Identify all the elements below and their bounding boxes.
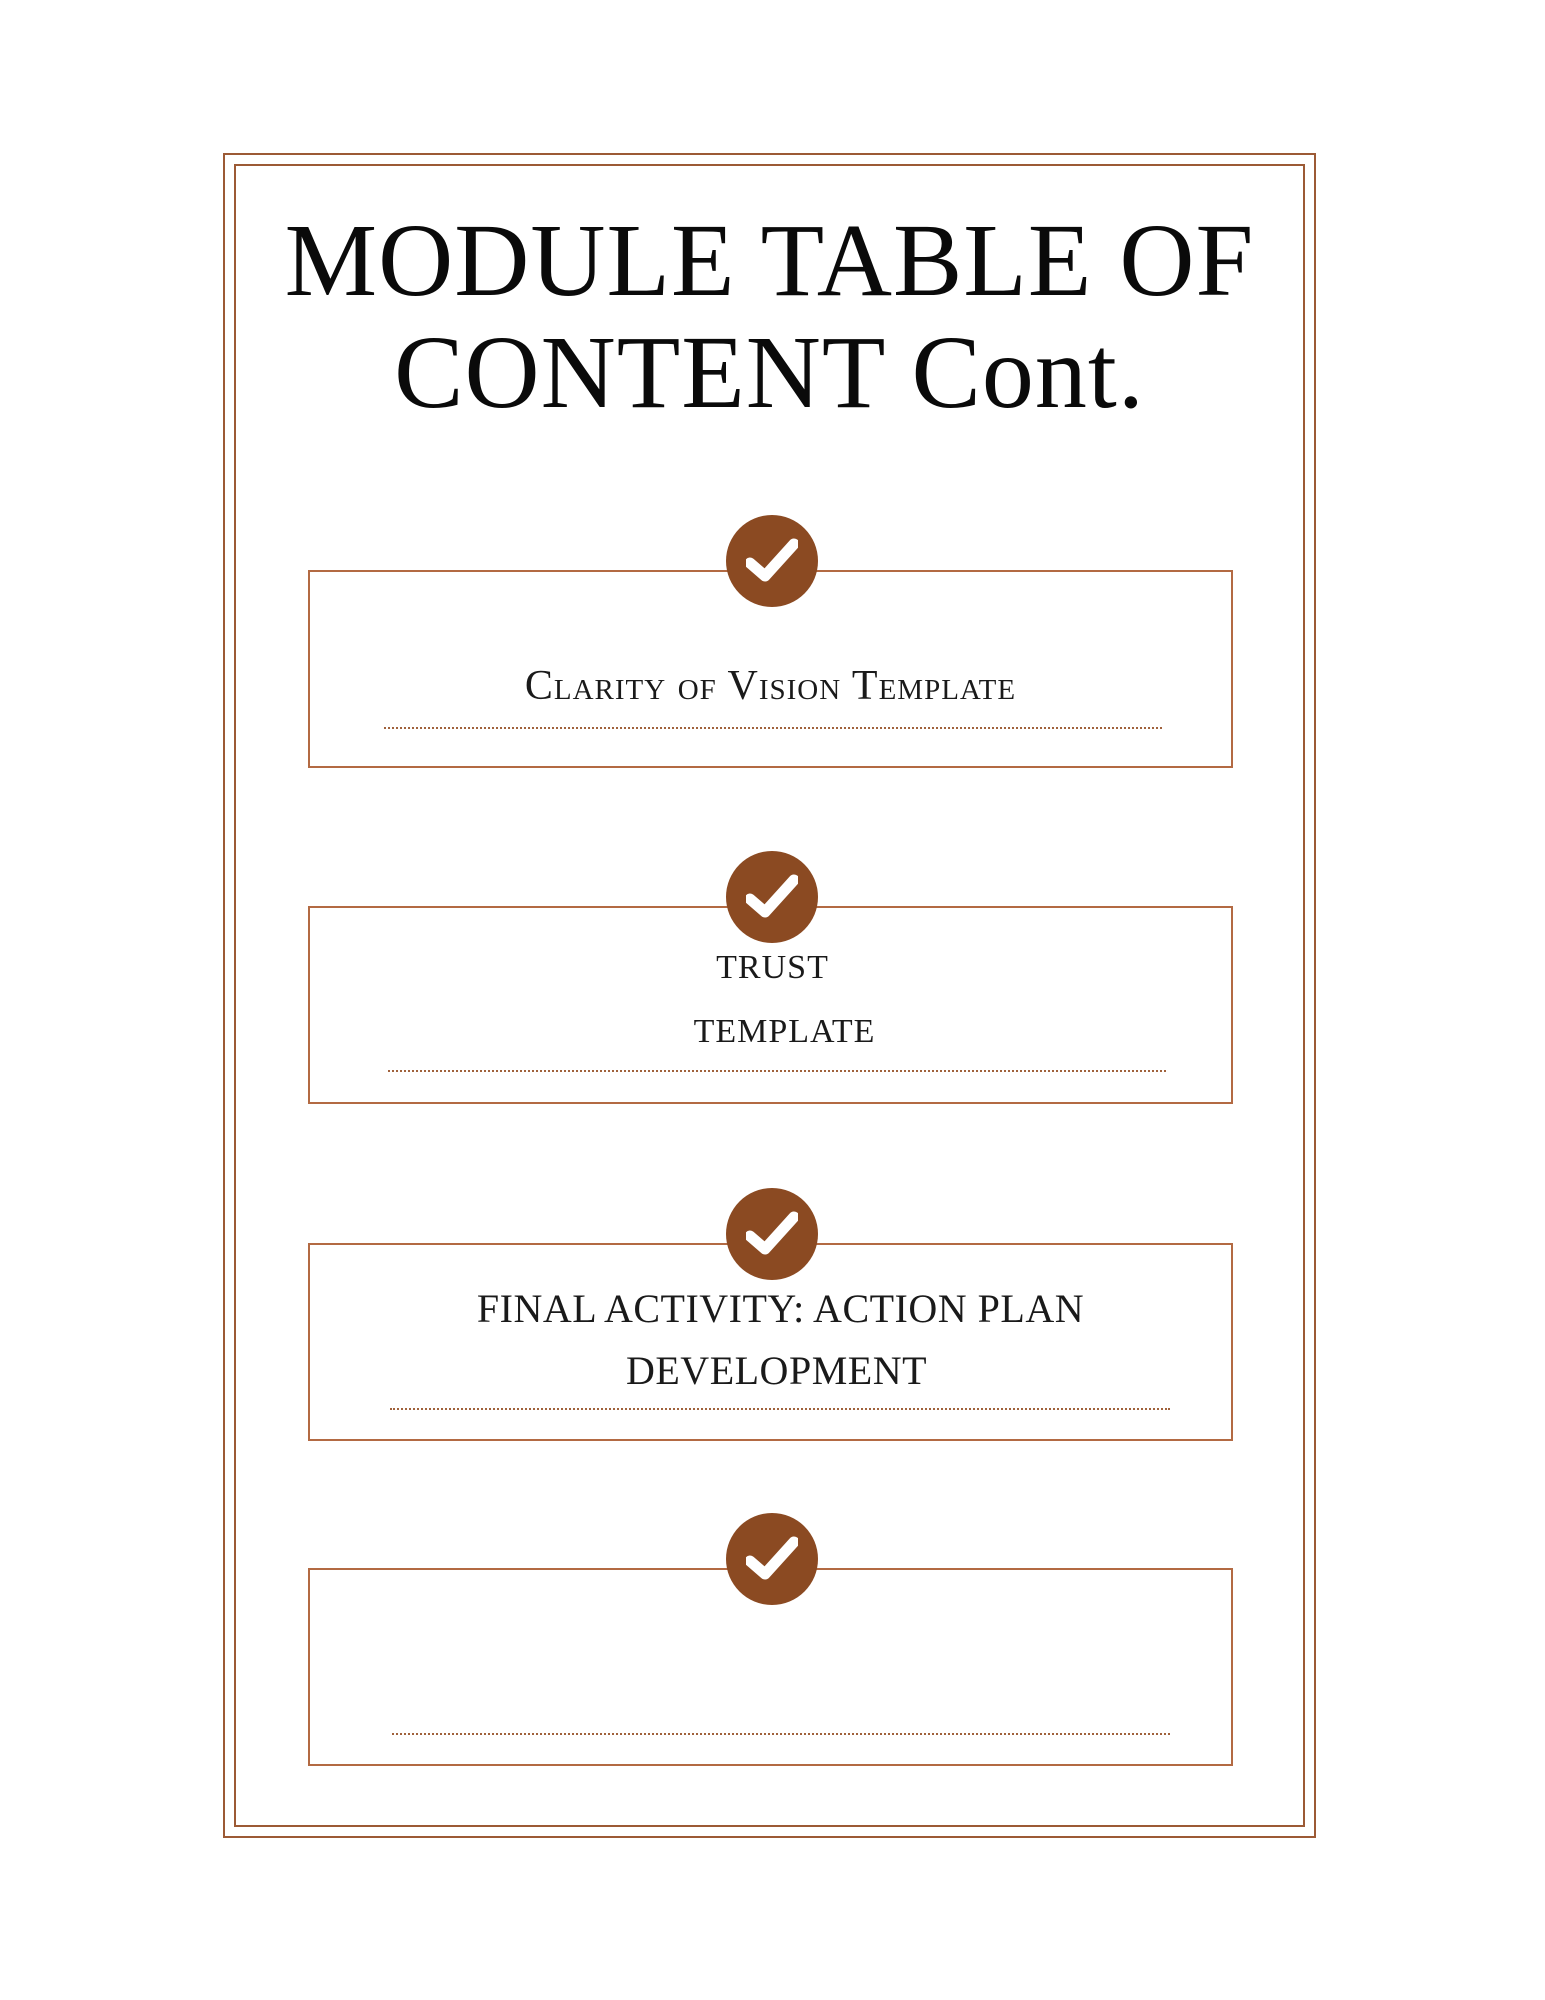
dotted-rule	[392, 1733, 1170, 1735]
toc-item-label-line-1: TRUST	[716, 949, 829, 986]
dotted-rule	[388, 1070, 1166, 1072]
check-circle-icon	[726, 1513, 818, 1605]
toc-item-label: Clarity of Vision Template	[524, 663, 1017, 709]
page-title	[234, 205, 1305, 429]
check-circle-icon	[726, 851, 818, 943]
page-title-line-1: MODULE TABLE OF	[284, 203, 1255, 318]
check-circle-icon	[726, 1188, 818, 1280]
toc-item-label-line-2: DEVELOPMENT	[625, 1348, 928, 1393]
toc-item-label-line-1: FINAL ACTIVITY: ACTION PLAN	[476, 1286, 1085, 1331]
dotted-rule	[384, 727, 1162, 729]
page-title-line-2: CONTENT Cont.	[394, 315, 1145, 430]
check-circle-icon	[726, 515, 818, 607]
toc-item-label-line-2: TEMPLATE	[693, 1013, 876, 1050]
dotted-rule	[390, 1408, 1170, 1410]
